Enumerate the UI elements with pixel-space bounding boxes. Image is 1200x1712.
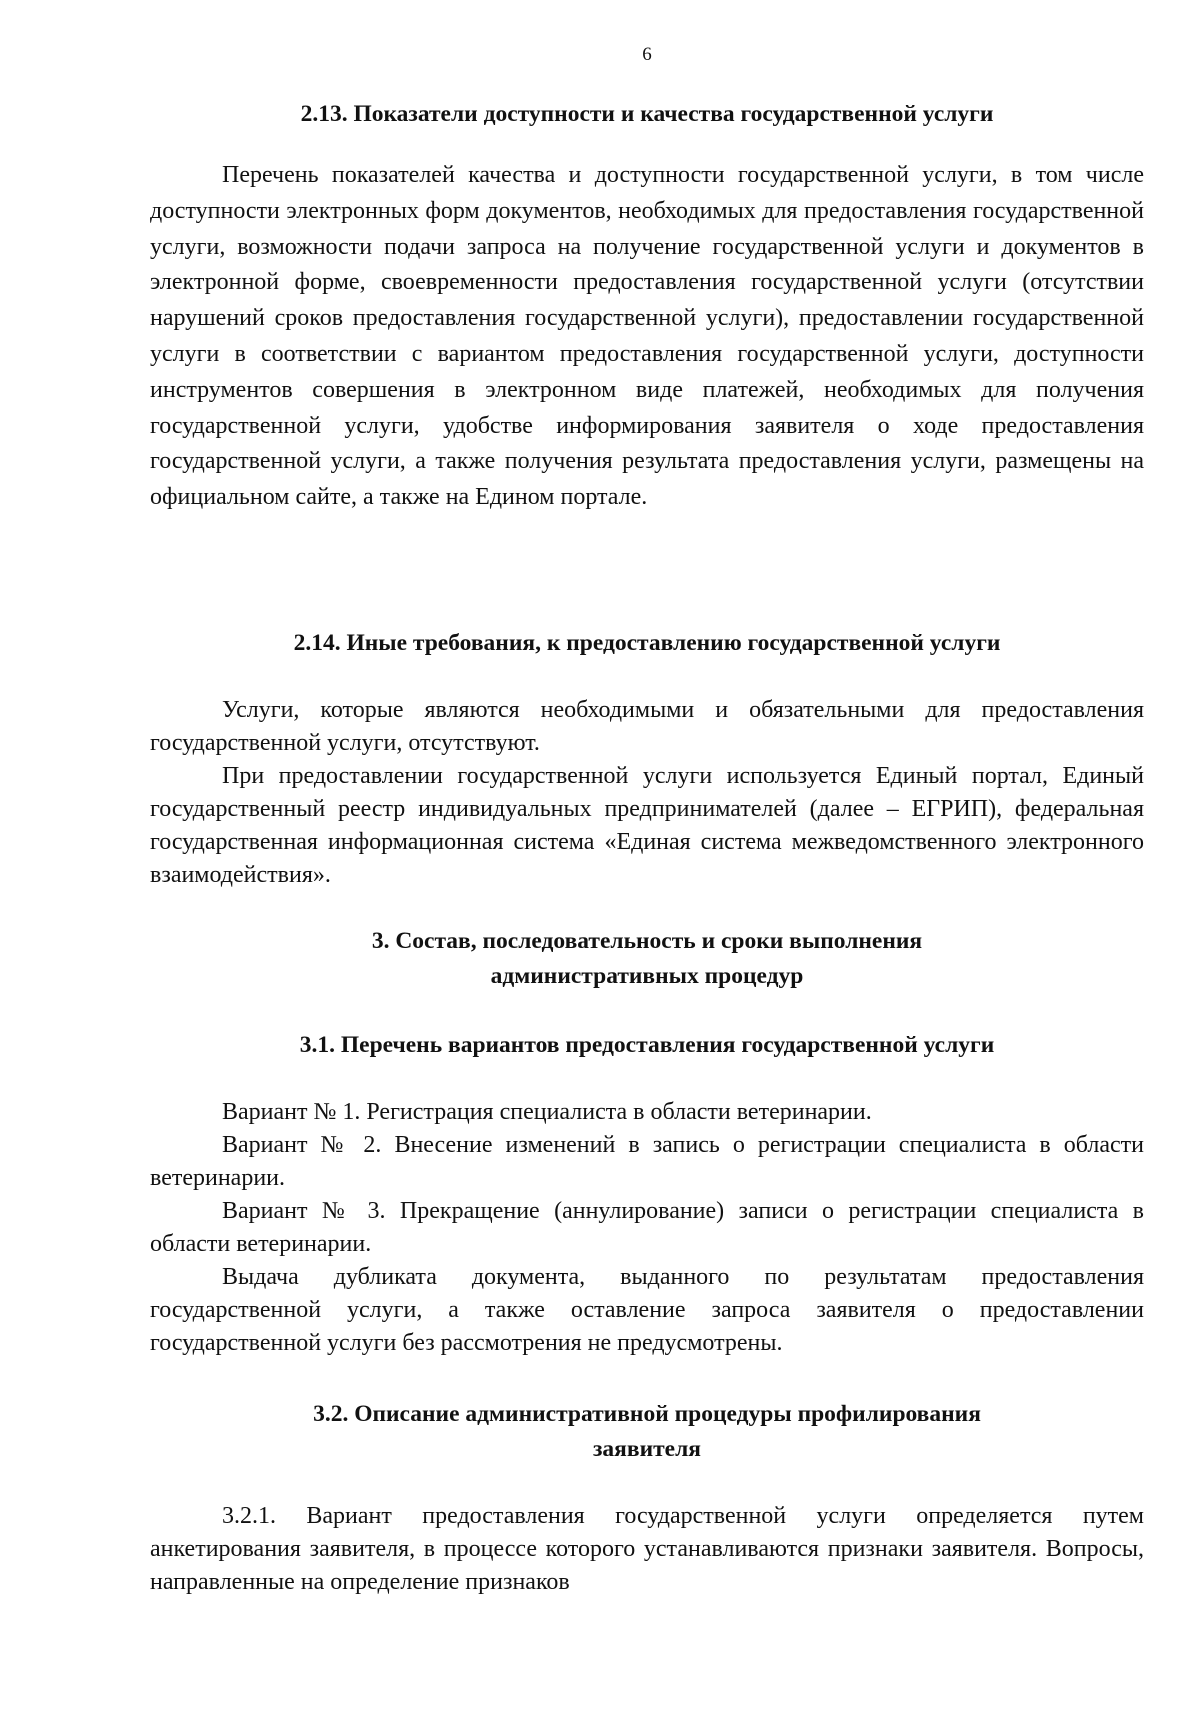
section-heading-2-13: 2.13. Показатели доступности и качества государственной услуги [300, 101, 994, 127]
section-heading-3-line2: административных процедур [490, 963, 804, 989]
section-heading-3-line1: 3. Состав, последовательность и сроки выполнения [371, 928, 923, 954]
paragraph-3-1-2: Вариант № 2. Внесение изменений в запись о регистрации специалиста в области ветеринарии. [150, 1132, 1144, 1191]
page-number: 6 [642, 44, 652, 65]
section-heading-3-2-line2: заявителя [592, 1436, 701, 1462]
paragraph-3-1-4: Выдача дубликата документа, выданного по результатам предоставления государственной услуги, а также оставление запроса заявителя о предоставлении государственной услуги без рассмотрения не предусмотрены. [150, 1264, 1144, 1356]
paragraph-3-1-1: Вариант № 1. Регистрация специалиста в области ветеринарии. [222, 1099, 872, 1125]
section-heading-2-14: 2.14. Иные требования, к предоставлению государственной услуги [293, 630, 1001, 656]
section-heading-3-2-line1: 3.2. Описание административной процедуры профилирования [313, 1401, 981, 1427]
section-heading-3-1: 3.1. Перечень вариантов предоставления государственной услуги [299, 1032, 995, 1058]
paragraph-2-13-1: Перечень показателей качества и доступности государственной услуги, в том числе доступности электронных форм документов, необходимых для предоставления государственной услуги, возможности подачи запроса на получение государственной услуги и документов в электронной форме, своевременности предоставления государственной услуги (отсутствии нарушений сроков предоставления государственной услуги), предоставлении государственной услуги в соответствии с вариантом предоставления государственной услуги, доступности инструментов совершения в электронном виде платежей, необходимых для получения государственной услуги, удобстве информирования заявителя о ходе предоставления государственной услуги, а также получения результата предоставления услуги, размещены на официальном сайте, а также на Едином портале. [150, 162, 1144, 511]
paragraph-2-14-1: Услуги, которые являются необходимыми и обязательными для предоставления государственной услуги, отсутствуют. [150, 697, 1144, 756]
paragraph-2-14-2: При предоставлении государственной услуги используется Единый портал, Единый государственный реестр индивидуальных предпринимателей (далее – ЕГРИП), федеральная государственная информационная система «Единая система межведомственного электронного взаимодействия». [150, 763, 1144, 888]
paragraph-3-1-3: Вариант № 3. Прекращение (аннулирование) записи о регистрации специалиста в области ветеринарии. [150, 1198, 1144, 1257]
paragraph-3-2-1: 3.2.1. Вариант предоставления государственной услуги определяется путем анкетирования заявителя, в процессе которого устанавливаются признаки заявителя. Вопросы, направленные на определение признаков [150, 1503, 1144, 1595]
